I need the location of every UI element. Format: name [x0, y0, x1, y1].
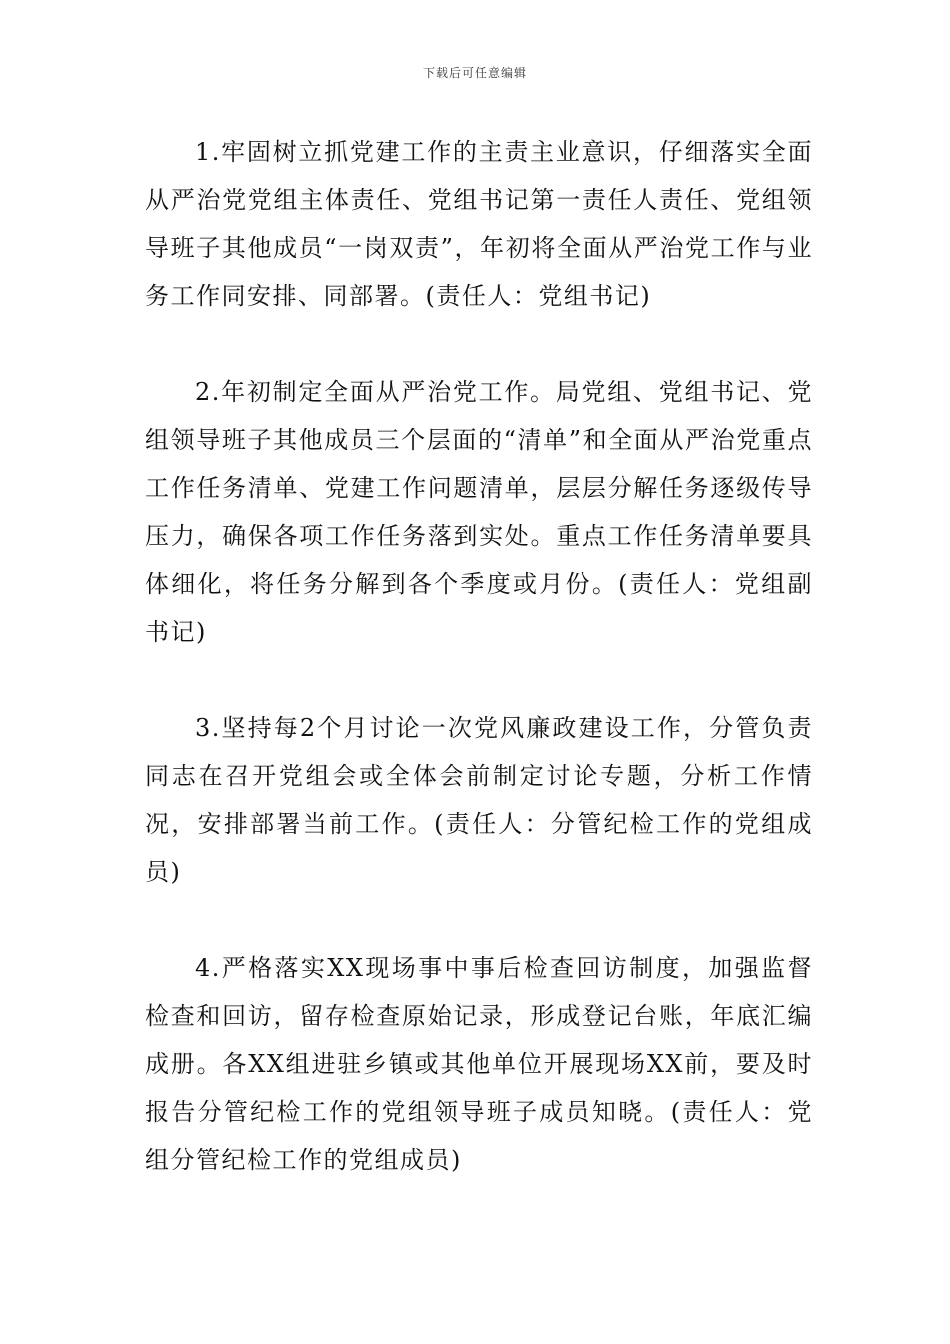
paragraph-4: 4.严格落实XX现场事中事后检查回访制度，加强监督检查和回访，留存检查原始记录，形成登记台账，年底汇编成册。各XX组进驻乡镇或其他单位开展现场XX前，要及时报告分管纪检工作的党组领导班子成员知晓。(责任人：党组分管纪检工作的党组成员)	[145, 954, 813, 1174]
paragraph-1: 1.牢固树立抓党建工作的主责主业意识，仔细落实全面从严治党党组主体责任、党组书记第一责任人责任、党组领导班子其他成员“一岗双责”，年初将全面从严治党工作与业务工作同安排、同部署。(责任人：党组书记)	[145, 138, 813, 310]
paragraph-3: 3.坚持每2个月讨论一次党风廉政建设工作，分管负责同志在召开党组会或全体会前制定讨论专题，分析工作情况，安排部署当前工作。(责任人：分管纪检工作的党组成员)	[145, 714, 813, 886]
document-body	[145, 128, 813, 1184]
page-header: 下载后可任意编辑	[422, 66, 527, 80]
paragraph-2: 2.年初制定全面从严治党工作。局党组、党组书记、党组领导班子其他成员三个层面的“清单”和全面从严治党重点工作任务清单、党建工作问题清单，层层分解任务逐级传导压力，确保各项工作任务落到实处。重点工作任务清单要具体细化，将任务分解到各个季度或月份。(责任人：党组副书记)	[145, 378, 813, 646]
